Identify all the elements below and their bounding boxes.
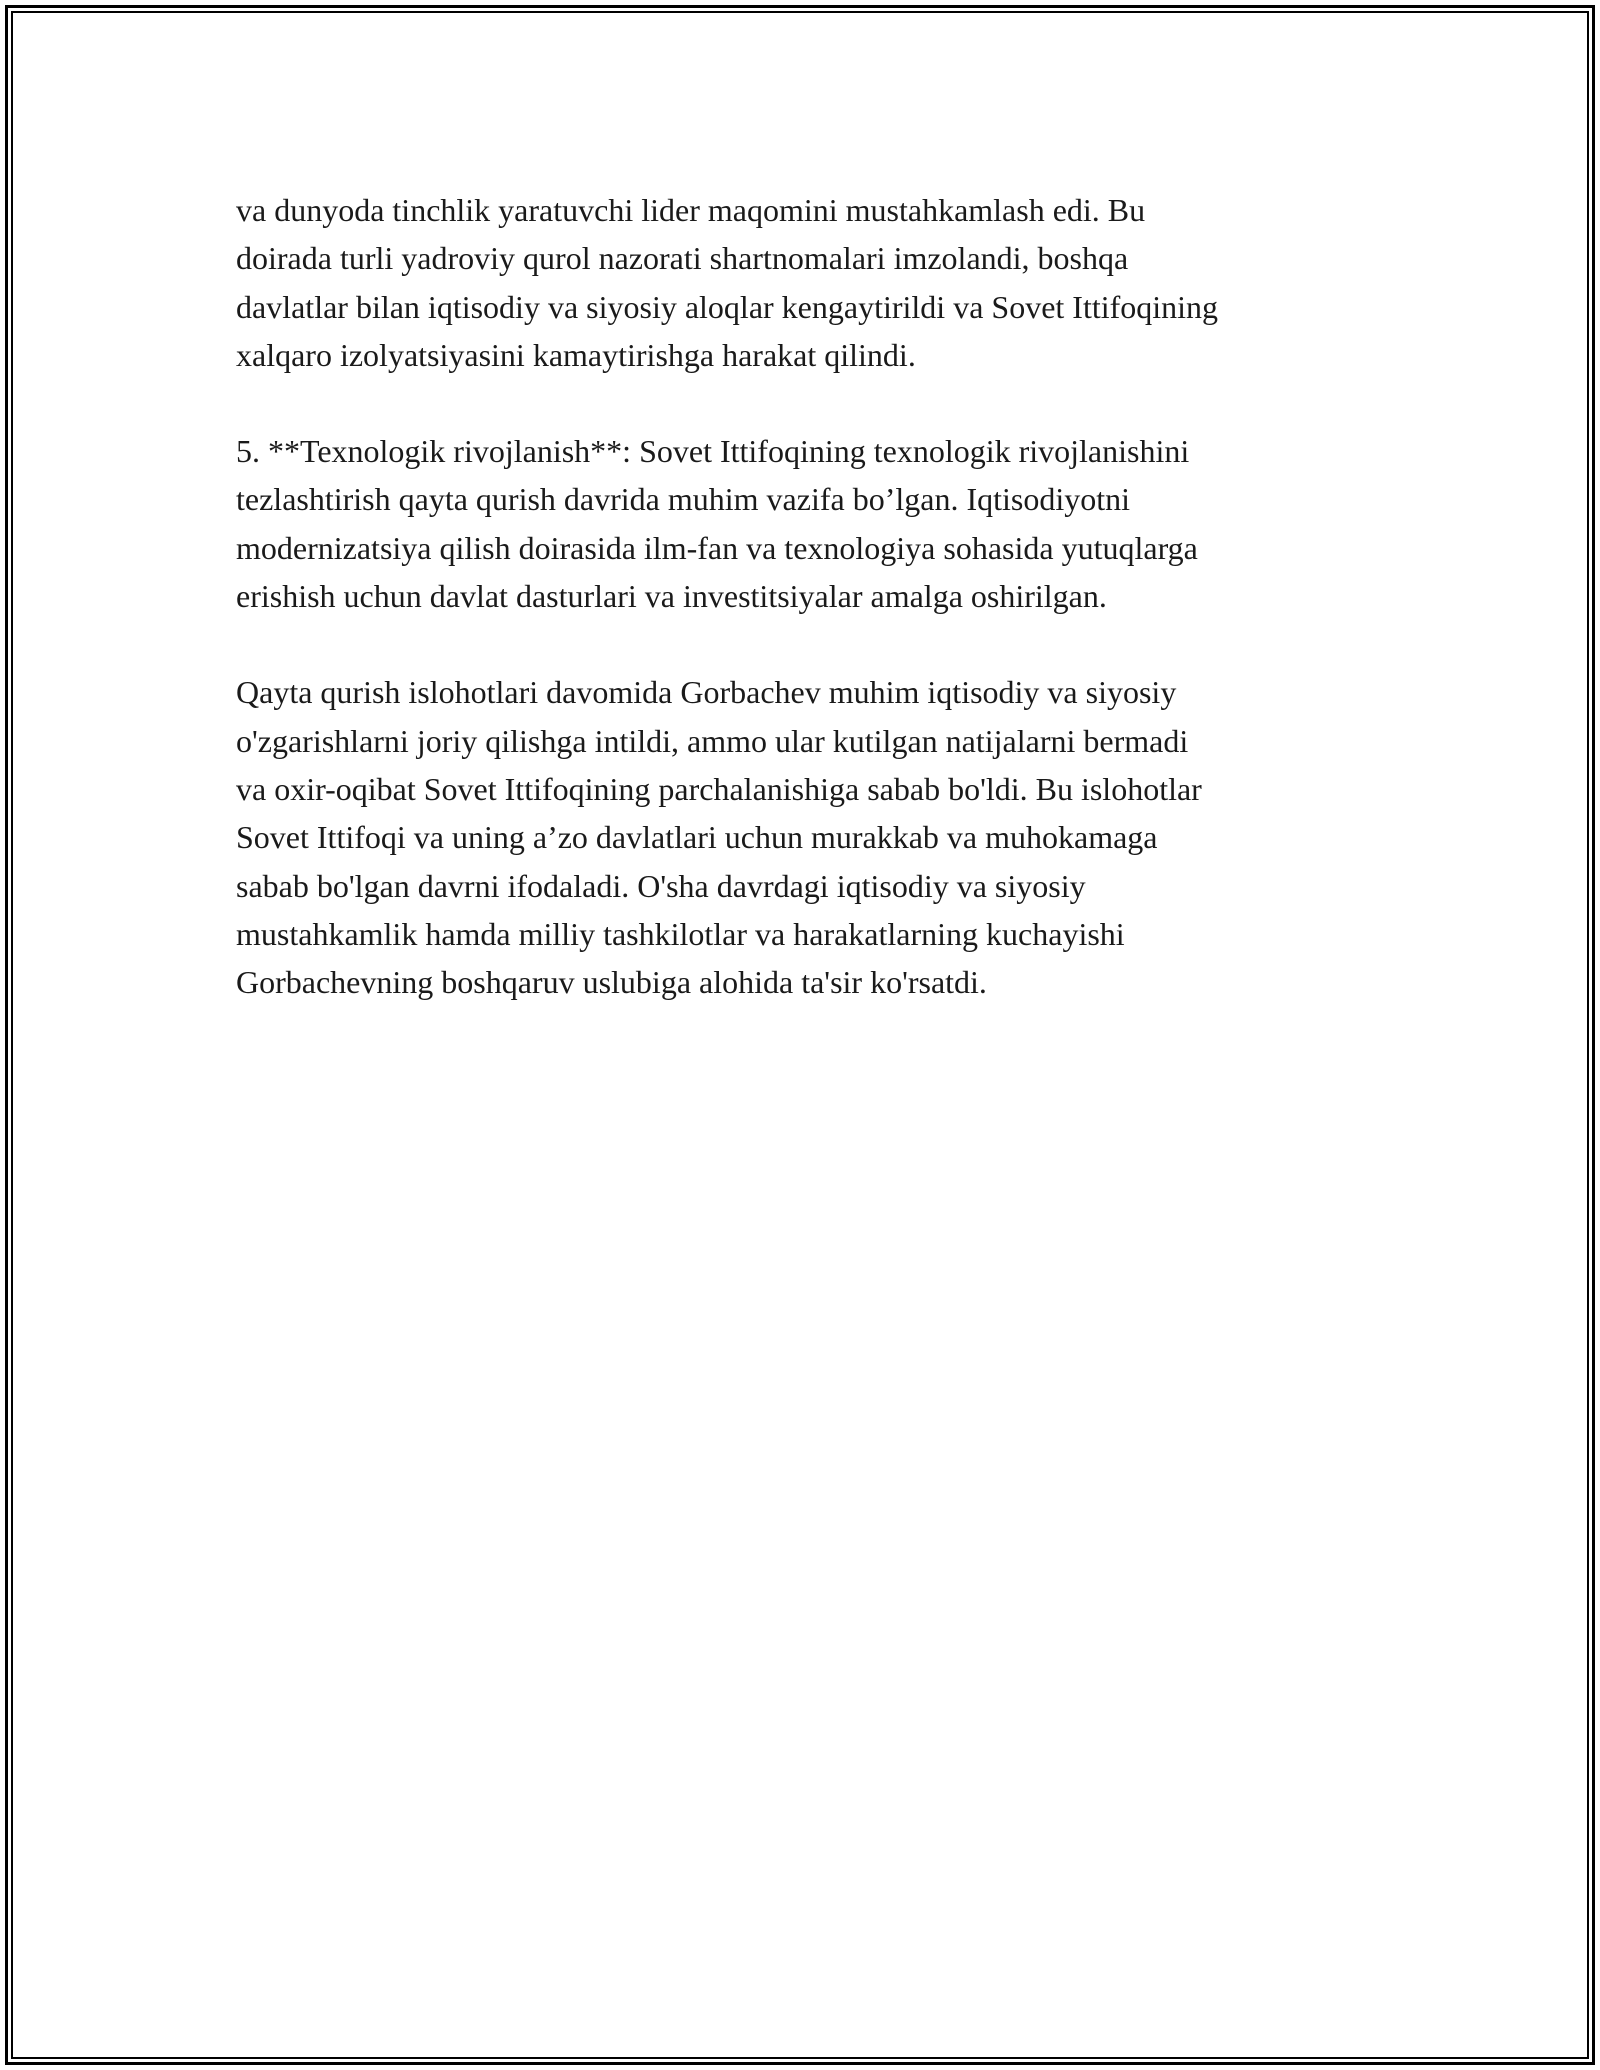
paragraph-line: Qayta qurish islohotlari davomida Gorbachev muhim iqtisodiy va siyosiy (236, 674, 1177, 711)
paragraph-line: sabab bo'lgan davrni ifodaladi. O'sha davrdagi iqtisodiy va siyosiy (236, 867, 1086, 904)
paragraph-line: Gorbachevning boshqaruv uslubiga alohida ta'sir ko'rsatdi. (236, 964, 987, 1001)
paragraph-1 (236, 186, 1376, 379)
paragraph-line: o'zgarishlarni joriy qilishga intildi, ammo ular kutilgan natijalarni bermadi (236, 722, 1189, 759)
paragraph-line: davlatlar bilan iqtisodiy va siyosiy aloqlar kengaytirildi va Sovet Ittifoqining (236, 288, 1219, 325)
document-body (236, 186, 1376, 1054)
paragraph-line: erishish uchun davlat dasturlari va investitsiyalar amalga oshirilgan. (236, 578, 1107, 615)
paragraph-line: doirada turli yadroviy qurol nazorati shartnomalari imzolandi, boshqa (236, 240, 1129, 277)
paragraph-line: xalqaro izolyatsiyasini kamaytirishga harakat qilindi. (236, 336, 916, 373)
paragraph-line: modernizatsiya qilish doirasida ilm-fan va texnologiya sohasida yutuqlarga (236, 529, 1198, 566)
paragraph-3 (236, 668, 1376, 1006)
paragraph-line: va oxir-oqibat Sovet Ittifoqining parchalanishiga sabab bo'ldi. Bu islohotlar (236, 770, 1202, 807)
paragraph-line: Sovet Ittifoqi va uning a’zo davlatlari uchun murakkab va muhokamaga (236, 819, 1158, 856)
paragraph-line: tezlashtirish qayta qurish davrida muhim vazifa bo’lgan. Iqtisodiyotni (236, 481, 1131, 518)
paragraph-line: 5. **Texnologik rivojlanish**: Sovet Ittifoqining texnologik rivojlanishini (236, 433, 1190, 470)
paragraph-line: va dunyoda tinchlik yaratuvchi lider maqomini mustahkamlash edi. Bu (236, 192, 1146, 228)
paragraph-line: mustahkamlik hamda milliy tashkilotlar va harakatlarning kuchayishi (236, 915, 1125, 952)
paragraph-2 (236, 427, 1376, 620)
